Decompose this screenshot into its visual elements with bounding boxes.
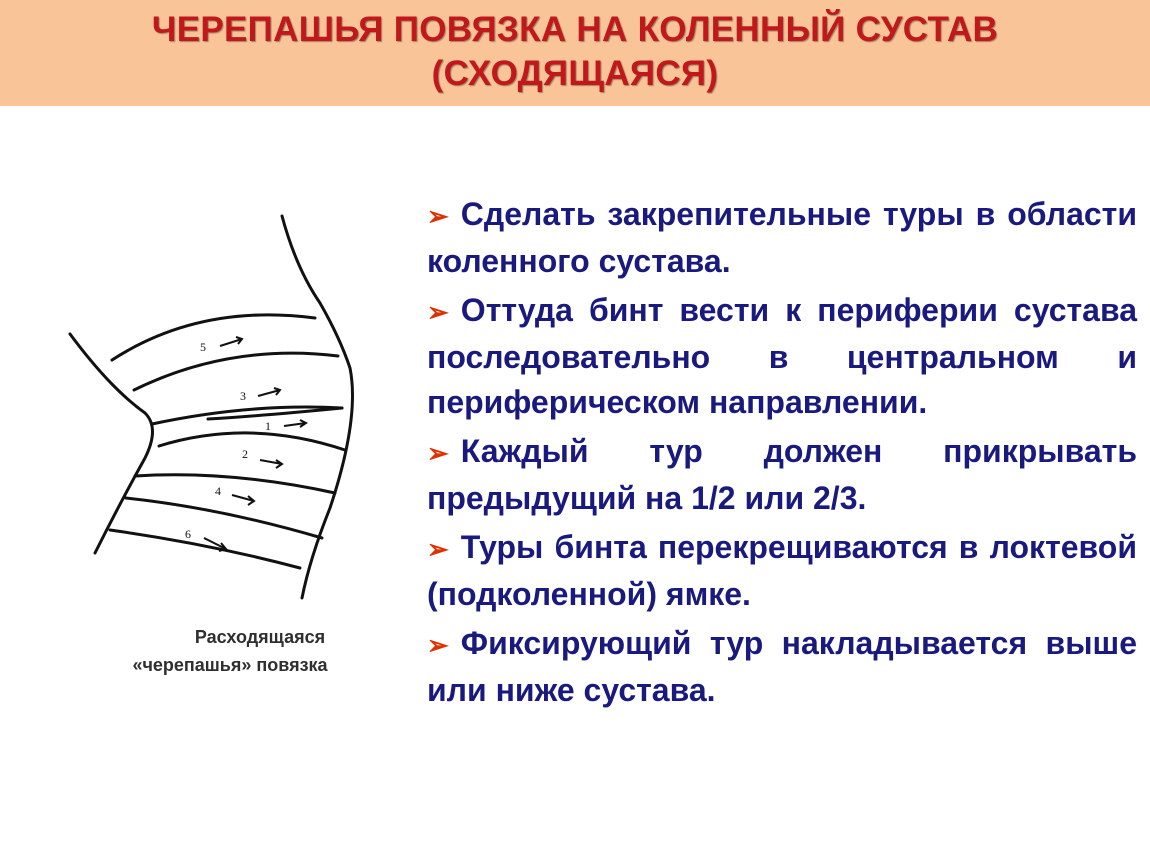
- arrow-icon: [260, 460, 282, 468]
- bullet-text: Каждый тур должен прикрывать предыдущий на 1/2 или 2/3.: [427, 433, 1137, 516]
- slide-title-line1: ЧЕРЕПАШЬЯ ПОВЯЗКА НА КОЛЕННЫЙ СУСТАВ: [151, 10, 999, 49]
- figure-caption-line2: «черепашья» повязка: [132, 655, 328, 675]
- tour-line: [159, 433, 345, 450]
- bullet-text: Фиксирующий тур накладывается выше или ниже сустава.: [427, 625, 1137, 708]
- bullet-text: Туры бинта перекрещиваются в локтевой (подколенной) ямке.: [427, 529, 1137, 612]
- bullet-item: [427, 192, 1137, 284]
- bullet-list: [427, 192, 1137, 717]
- slide-title-line2: (СХОДЯЩАЯСЯ): [431, 54, 719, 93]
- tour-label-5: 5: [200, 340, 206, 354]
- arrowhead-icon: ➢: [427, 534, 449, 564]
- tour-line: [208, 408, 342, 419]
- tour-line: [110, 530, 300, 568]
- tour-line: [126, 498, 322, 538]
- bandage-diagram: [60, 208, 380, 628]
- bullet-item: [427, 525, 1137, 617]
- tour-label-1: 1: [265, 419, 271, 433]
- arrowhead-icon: ➢: [427, 297, 449, 327]
- arrow-icon: [284, 420, 306, 427]
- arrowhead-icon: ➢: [427, 630, 449, 660]
- tour-label-3: 3: [240, 389, 246, 403]
- figure-caption: [60, 623, 400, 679]
- tour-line: [134, 353, 338, 390]
- arrow-icon: [258, 388, 280, 396]
- bullet-item: [427, 429, 1137, 521]
- tour-label-2: 2: [242, 447, 248, 461]
- arrow-icon: [220, 337, 242, 346]
- tour-line: [135, 475, 335, 493]
- bullet-text: Сделать закрепительные туры в области коленного сустава.: [427, 196, 1137, 279]
- tour-label-6: 6: [185, 527, 191, 541]
- bullet-item: [427, 288, 1137, 425]
- limb-contour-lower: [70, 334, 153, 553]
- slide-title: [0, 8, 1150, 96]
- bullet-text: Оттуда бинт вести к периферии сустава последовательно в центральном и периферическом направлении.: [427, 292, 1137, 420]
- arrow-icon: [232, 495, 254, 505]
- bullet-item: [427, 621, 1137, 713]
- arrowhead-icon: ➢: [427, 438, 449, 468]
- arrowhead-icon: ➢: [427, 201, 449, 231]
- tour-label-4: 4: [215, 484, 221, 498]
- figure-caption-line1: Расходящаяся: [194, 627, 326, 647]
